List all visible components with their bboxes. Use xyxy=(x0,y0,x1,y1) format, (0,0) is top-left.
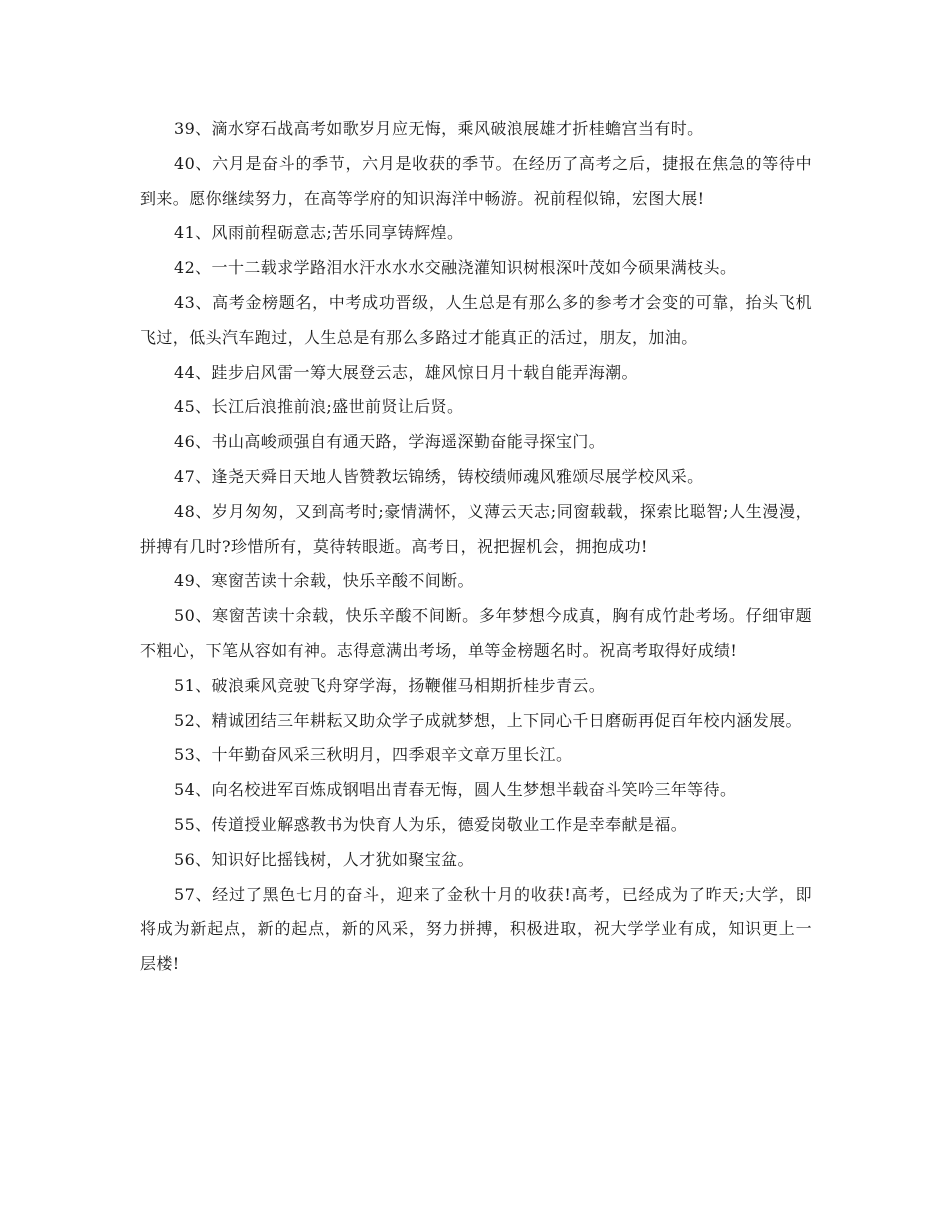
paragraph-39: 39、滴水穿石战高考如歌岁月应无悔，乘风破浪展雄才折桂蟾宫当有时。 xyxy=(174,119,704,138)
paragraph-44: 44、跬步启风雷一筹大展登云志，雄风惊日月十载自能弄海潮。 xyxy=(174,362,638,382)
paragraph-53: 53、十年勤奋风采三秋明月，四季艰辛文章万里长江。 xyxy=(174,745,573,765)
paragraph-51: 51、破浪乘风竞驶飞舟穿学海，扬鞭催马相期折桂步青云。 xyxy=(174,675,606,695)
paragraph-49: 49、寒窗苦读十余载，快乐辛酸不间断。 xyxy=(174,571,474,591)
paragraph-56: 56、知识好比摇钱树，人才犹如聚宝盆。 xyxy=(174,849,474,869)
paragraph-55: 55、传道授业解惑教书为快育人为乐，德爱岗敬业工作是幸奉献是福。 xyxy=(174,814,688,834)
paragraph-50: 50、寒窗苦读十余载，快乐辛酸不间断。多年梦想今成真，胸有成竹赴考场。仔细审题不粗心，下笔从容如有神。志得意满出考场，单等金榜题名时。祝高考取得好成绩! xyxy=(140,606,812,660)
paragraph-57: 57、经过了黑色七月的奋斗，迎来了金秋十月的收获!高考，已经成为了昨天;大学，即将成为新起点，新的起点，新的风采，努力拼搏，积极进取，祝大学学业有成，知识更上一层楼! xyxy=(140,884,812,974)
paragraph-41: 41、风雨前程砺意志;苦乐同享铸辉煌。 xyxy=(174,223,464,243)
paragraph-40: 40、六月是奋斗的季节，六月是收获的季节。在经历了高考之后，捷报在焦急的等待中到来。愿你继续努力，在高等学府的知识海洋中畅游。祝前程似锦，宏图大展! xyxy=(140,153,812,208)
paragraph-52: 52、精诚团结三年耕耘又助众学子成就梦想，上下同心千日磨砺再促百年校内涵发展。 xyxy=(174,710,802,730)
paragraph-43: 43、高考金榜题名，中考成功晋级，人生总是有那么多的参考才会变的可靠，抬头飞机飞过，低头汽车跑过，人生总是有那么多路过才能真正的活过，朋友，加油。 xyxy=(140,292,812,347)
document-body xyxy=(140,112,812,982)
paragraph-45: 45、长江后浪推前浪;盛世前贤让后贤。 xyxy=(174,397,464,417)
paragraph-46: 46、书山高峻顽强自有通天路，学海遥深勤奋能寻探宝门。 xyxy=(174,432,606,452)
paragraph-47: 47、逢尧天舜日天地人皆赞教坛锦绣，铸校绩师魂风雅颂尽展学校风采。 xyxy=(174,466,704,486)
paragraph-42: 42、一十二载求学路泪水汗水水水交融浇灌知识树根深叶茂如今硕果满枝头。 xyxy=(174,258,737,278)
paragraph-48: 48、岁月匆匆，又到高考时;豪情满怀，义薄云天志;同窗载载，探索比聪智;人生漫漫，拼搏有几时?珍惜所有，莫待转眼逝。高考日，祝把握机会，拥抱成功! xyxy=(140,501,812,556)
paragraph-54: 54、向名校进军百炼成钢唱出青春无悔，圆人生梦想半载奋斗笑吟三年等待。 xyxy=(174,780,737,800)
